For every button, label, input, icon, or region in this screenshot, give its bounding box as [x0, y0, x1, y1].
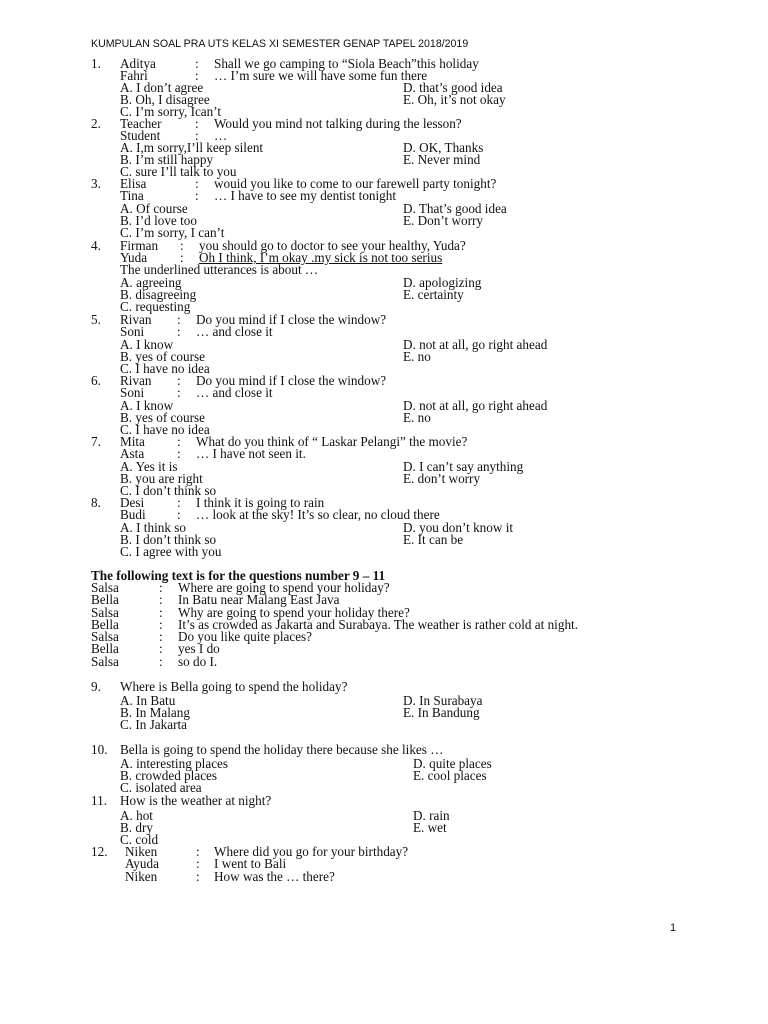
colon: :: [159, 629, 163, 644]
colon: :: [195, 128, 199, 143]
q4-number: 4.: [91, 238, 101, 253]
q1-option-b: B. Oh, I disagree: [120, 92, 210, 107]
q2-option-c: C. sure I’ll talk to you: [120, 164, 237, 179]
q3-line-1: wouid you like to come to our farewell party tonight?: [214, 176, 497, 191]
q8-option-b: B. I don’t think so: [120, 532, 217, 547]
q2-line-1: Would you mind not talking during the lesson?: [214, 116, 462, 131]
q2-option-d: D. OK, Thanks: [403, 140, 484, 155]
q5-option-e: E. no: [403, 349, 431, 364]
q4-underlined-utterance: Oh I think, I’m okay .my sick is not too serius: [199, 250, 443, 265]
q1-option-c: C. I’m sorry, Ican’t: [120, 104, 222, 119]
passage-line: Why are going to spend your holiday there?: [178, 605, 410, 620]
q8-speaker-2: Budi: [120, 507, 146, 522]
colon: :: [180, 238, 184, 253]
q6-option-e: E. no: [403, 410, 431, 425]
colon: :: [159, 580, 163, 595]
q12-speaker-1: Niken: [125, 844, 158, 859]
q7-option-d: D. I can’t say anything: [403, 459, 524, 474]
q9-option-b: B. In Malang: [120, 705, 190, 720]
q11-question: How is the weather at night?: [120, 793, 272, 808]
q7-option-a: A. Yes it is: [120, 459, 178, 474]
passage-speaker: Salsa: [91, 629, 119, 644]
q2-line-2: …: [214, 128, 228, 143]
q10-option-b: B. crowded places: [120, 768, 218, 783]
q8-option-e: E. It can be: [403, 532, 464, 547]
colon: :: [177, 312, 181, 327]
q7-number: 7.: [91, 434, 101, 449]
q7-line-2: … I have not seen it.: [196, 446, 306, 461]
page-number: 1: [670, 922, 677, 934]
passage-speaker: Salsa: [91, 605, 119, 620]
q8-option-a: A. I think so: [120, 520, 186, 535]
passage-speaker: Bella: [91, 641, 119, 656]
q2-option-e: E. Never mind: [403, 152, 481, 167]
q11-option-e: E. wet: [413, 820, 447, 835]
colon: :: [177, 385, 181, 400]
q5-line-2: … and close it: [196, 324, 273, 339]
q9-option-e: E. In Bandung: [403, 705, 480, 720]
q4-option-c: C. requesting: [120, 299, 191, 314]
colon: :: [177, 507, 181, 522]
colon: :: [180, 250, 184, 265]
passage-line: Do you like quite places?: [178, 629, 313, 644]
q8-line-1: I think it is going to rain: [196, 495, 325, 510]
q1-option-e: E. Oh, it’s not okay: [403, 92, 506, 107]
passage-speaker: Bella: [91, 617, 119, 632]
q5-option-c: C. I have no idea: [120, 361, 210, 376]
q3-speaker-2: Tina: [120, 188, 144, 203]
q9-option-a: A. In Batu: [120, 693, 176, 708]
q8-speaker-1: Desi: [120, 495, 145, 510]
q7-speaker-1: Mita: [120, 434, 145, 449]
q3-number: 3.: [91, 176, 101, 191]
colon: :: [196, 869, 200, 884]
q4-option-a: A. agreeing: [120, 275, 182, 290]
q2-option-b: B. I’m still happy: [120, 152, 214, 167]
q7-speaker-2: Asta: [120, 446, 145, 461]
q12-speaker-2: Ayuda: [125, 856, 159, 871]
q11-option-d: D. rain: [413, 808, 450, 823]
colon: :: [195, 56, 199, 71]
q1-option-a: A. I don’t agree: [120, 80, 204, 95]
q7-option-e: E. don’t worry: [403, 471, 481, 486]
q12-line-1: Where did you go for your birthday?: [214, 844, 409, 859]
q5-option-a: A. I know: [120, 337, 174, 352]
passage-line: so do I.: [178, 654, 218, 669]
q5-option-b: B. yes of course: [120, 349, 205, 364]
q2-speaker-1: Teacher: [120, 116, 162, 131]
q5-option-d: D. not at all, go right ahead: [403, 337, 548, 352]
colon: :: [195, 188, 199, 203]
q5-speaker-2: Soni: [120, 324, 145, 339]
q3-option-e: E. Don’t worry: [403, 213, 483, 228]
q12-line-3: How was the … there?: [214, 869, 335, 884]
colon: :: [159, 592, 163, 607]
document-header: KUMPULAN SOAL PRA UTS KELAS XI SEMESTER GENAP TAPEL 2018/2019: [91, 38, 469, 50]
colon: :: [159, 654, 163, 669]
q10-option-e: E. cool places: [413, 768, 487, 783]
colon: :: [196, 844, 200, 859]
q3-line-2: … I have to see my dentist tonight: [214, 188, 397, 203]
q3-option-d: D. That’s good idea: [403, 201, 507, 216]
colon: :: [177, 373, 181, 388]
q6-option-c: C. I have no idea: [120, 422, 210, 437]
passage-line: It’s as crowded as Jakarta and Surabaya. The weather is rather cold at night.: [178, 617, 578, 632]
passage-speaker: Bella: [91, 592, 119, 607]
q1-line-2: … I’m sure we will have some fun there: [214, 68, 428, 83]
passage-line: yes I do: [178, 641, 220, 656]
q4-line-1: you should go to doctor to see your healthy, Yuda?: [199, 238, 466, 253]
q6-speaker-2: Soni: [120, 385, 145, 400]
q6-option-b: B. yes of course: [120, 410, 205, 425]
passage-speaker: Salsa: [91, 654, 119, 669]
q7-line-1: What do you think of “ Laskar Pelangi” the movie?: [196, 434, 468, 449]
q4-prompt: The underlined utterances is about …: [120, 262, 319, 277]
q1-number: 1.: [91, 56, 101, 71]
colon: :: [159, 617, 163, 632]
q1-option-d: D. that’s good idea: [403, 80, 503, 95]
q6-option-a: A. I know: [120, 398, 174, 413]
q2-option-a: A. I,m sorry,I’ll keep silent: [120, 140, 264, 155]
q1-speaker-1: Aditya: [120, 56, 156, 71]
q6-speaker-1: Rivan: [120, 373, 152, 388]
q4-speaker-1: Firman: [120, 238, 159, 253]
q8-option-d: D. you don’t know it: [403, 520, 514, 535]
q9-option-d: D. In Surabaya: [403, 693, 483, 708]
q8-line-2: … look at the sky! It’s so clear, no cloud there: [196, 507, 440, 522]
q8-number: 8.: [91, 495, 101, 510]
q11-option-a: A. hot: [120, 808, 153, 823]
passage-speaker: Salsa: [91, 580, 119, 595]
q7-option-c: C. I don’t think so: [120, 483, 217, 498]
q10-option-c: C. isolated area: [120, 780, 202, 795]
colon: :: [159, 641, 163, 656]
q10-question: Bella is going to spend the holiday there because she likes …: [120, 742, 444, 757]
passage-line: In Batu near Malang East Java: [178, 592, 340, 607]
q1-line-1: Shall we go camping to “Siola Beach”this holiday: [214, 56, 479, 71]
q12-speaker-3: Niken: [125, 869, 158, 884]
q1-speaker-2: Fahri: [120, 68, 148, 83]
q10-number: 10.: [91, 742, 108, 757]
q5-line-1: Do you mind if I close the window?: [196, 312, 387, 327]
colon: :: [177, 495, 181, 510]
colon: :: [195, 176, 199, 191]
q2-speaker-2: Student: [120, 128, 161, 143]
q6-option-d: D. not at all, go right ahead: [403, 398, 548, 413]
colon: :: [195, 68, 199, 83]
colon: :: [196, 856, 200, 871]
q3-option-c: C. I’m sorry, I can’t: [120, 225, 225, 240]
q10-option-d: D. quite places: [413, 756, 492, 771]
q10-option-a: A. interesting places: [120, 756, 229, 771]
q9-number: 9.: [91, 679, 101, 694]
q6-line-2: … and close it: [196, 385, 273, 400]
q12-number: 12.: [91, 844, 108, 859]
q3-option-a: A. Of course: [120, 201, 188, 216]
colon: :: [177, 434, 181, 449]
colon: :: [159, 605, 163, 620]
colon: :: [177, 446, 181, 461]
q7-option-b: B. you are right: [120, 471, 203, 486]
q11-option-c: C. cold: [120, 832, 159, 847]
q12-line-2: I went to Bali: [214, 856, 287, 871]
q3-option-b: B. I’d love too: [120, 213, 197, 228]
q5-number: 5.: [91, 312, 101, 327]
colon: :: [195, 116, 199, 131]
q6-number: 6.: [91, 373, 101, 388]
q4-option-e: E. certainty: [403, 287, 464, 302]
q9-option-c: C. In Jakarta: [120, 717, 188, 732]
q5-speaker-1: Rivan: [120, 312, 152, 327]
q3-speaker-1: Elisa: [120, 176, 147, 191]
q11-number: 11.: [91, 793, 107, 808]
q9-question: Where is Bella going to spend the holiday?: [120, 679, 348, 694]
colon: :: [177, 324, 181, 339]
q4-option-d: D. apologizing: [403, 275, 482, 290]
q2-number: 2.: [91, 116, 101, 131]
q8-option-c: C. I agree with you: [120, 544, 222, 559]
q4-speaker-2: Yuda: [120, 250, 148, 265]
passage-title: The following text is for the questions number 9 – 11: [91, 568, 386, 583]
q6-line-1: Do you mind if I close the window?: [196, 373, 387, 388]
passage-line: Where are going to spend your holiday?: [178, 580, 390, 595]
q11-option-b: B. dry: [120, 820, 153, 835]
q4-option-b: B. disagreeing: [120, 287, 197, 302]
